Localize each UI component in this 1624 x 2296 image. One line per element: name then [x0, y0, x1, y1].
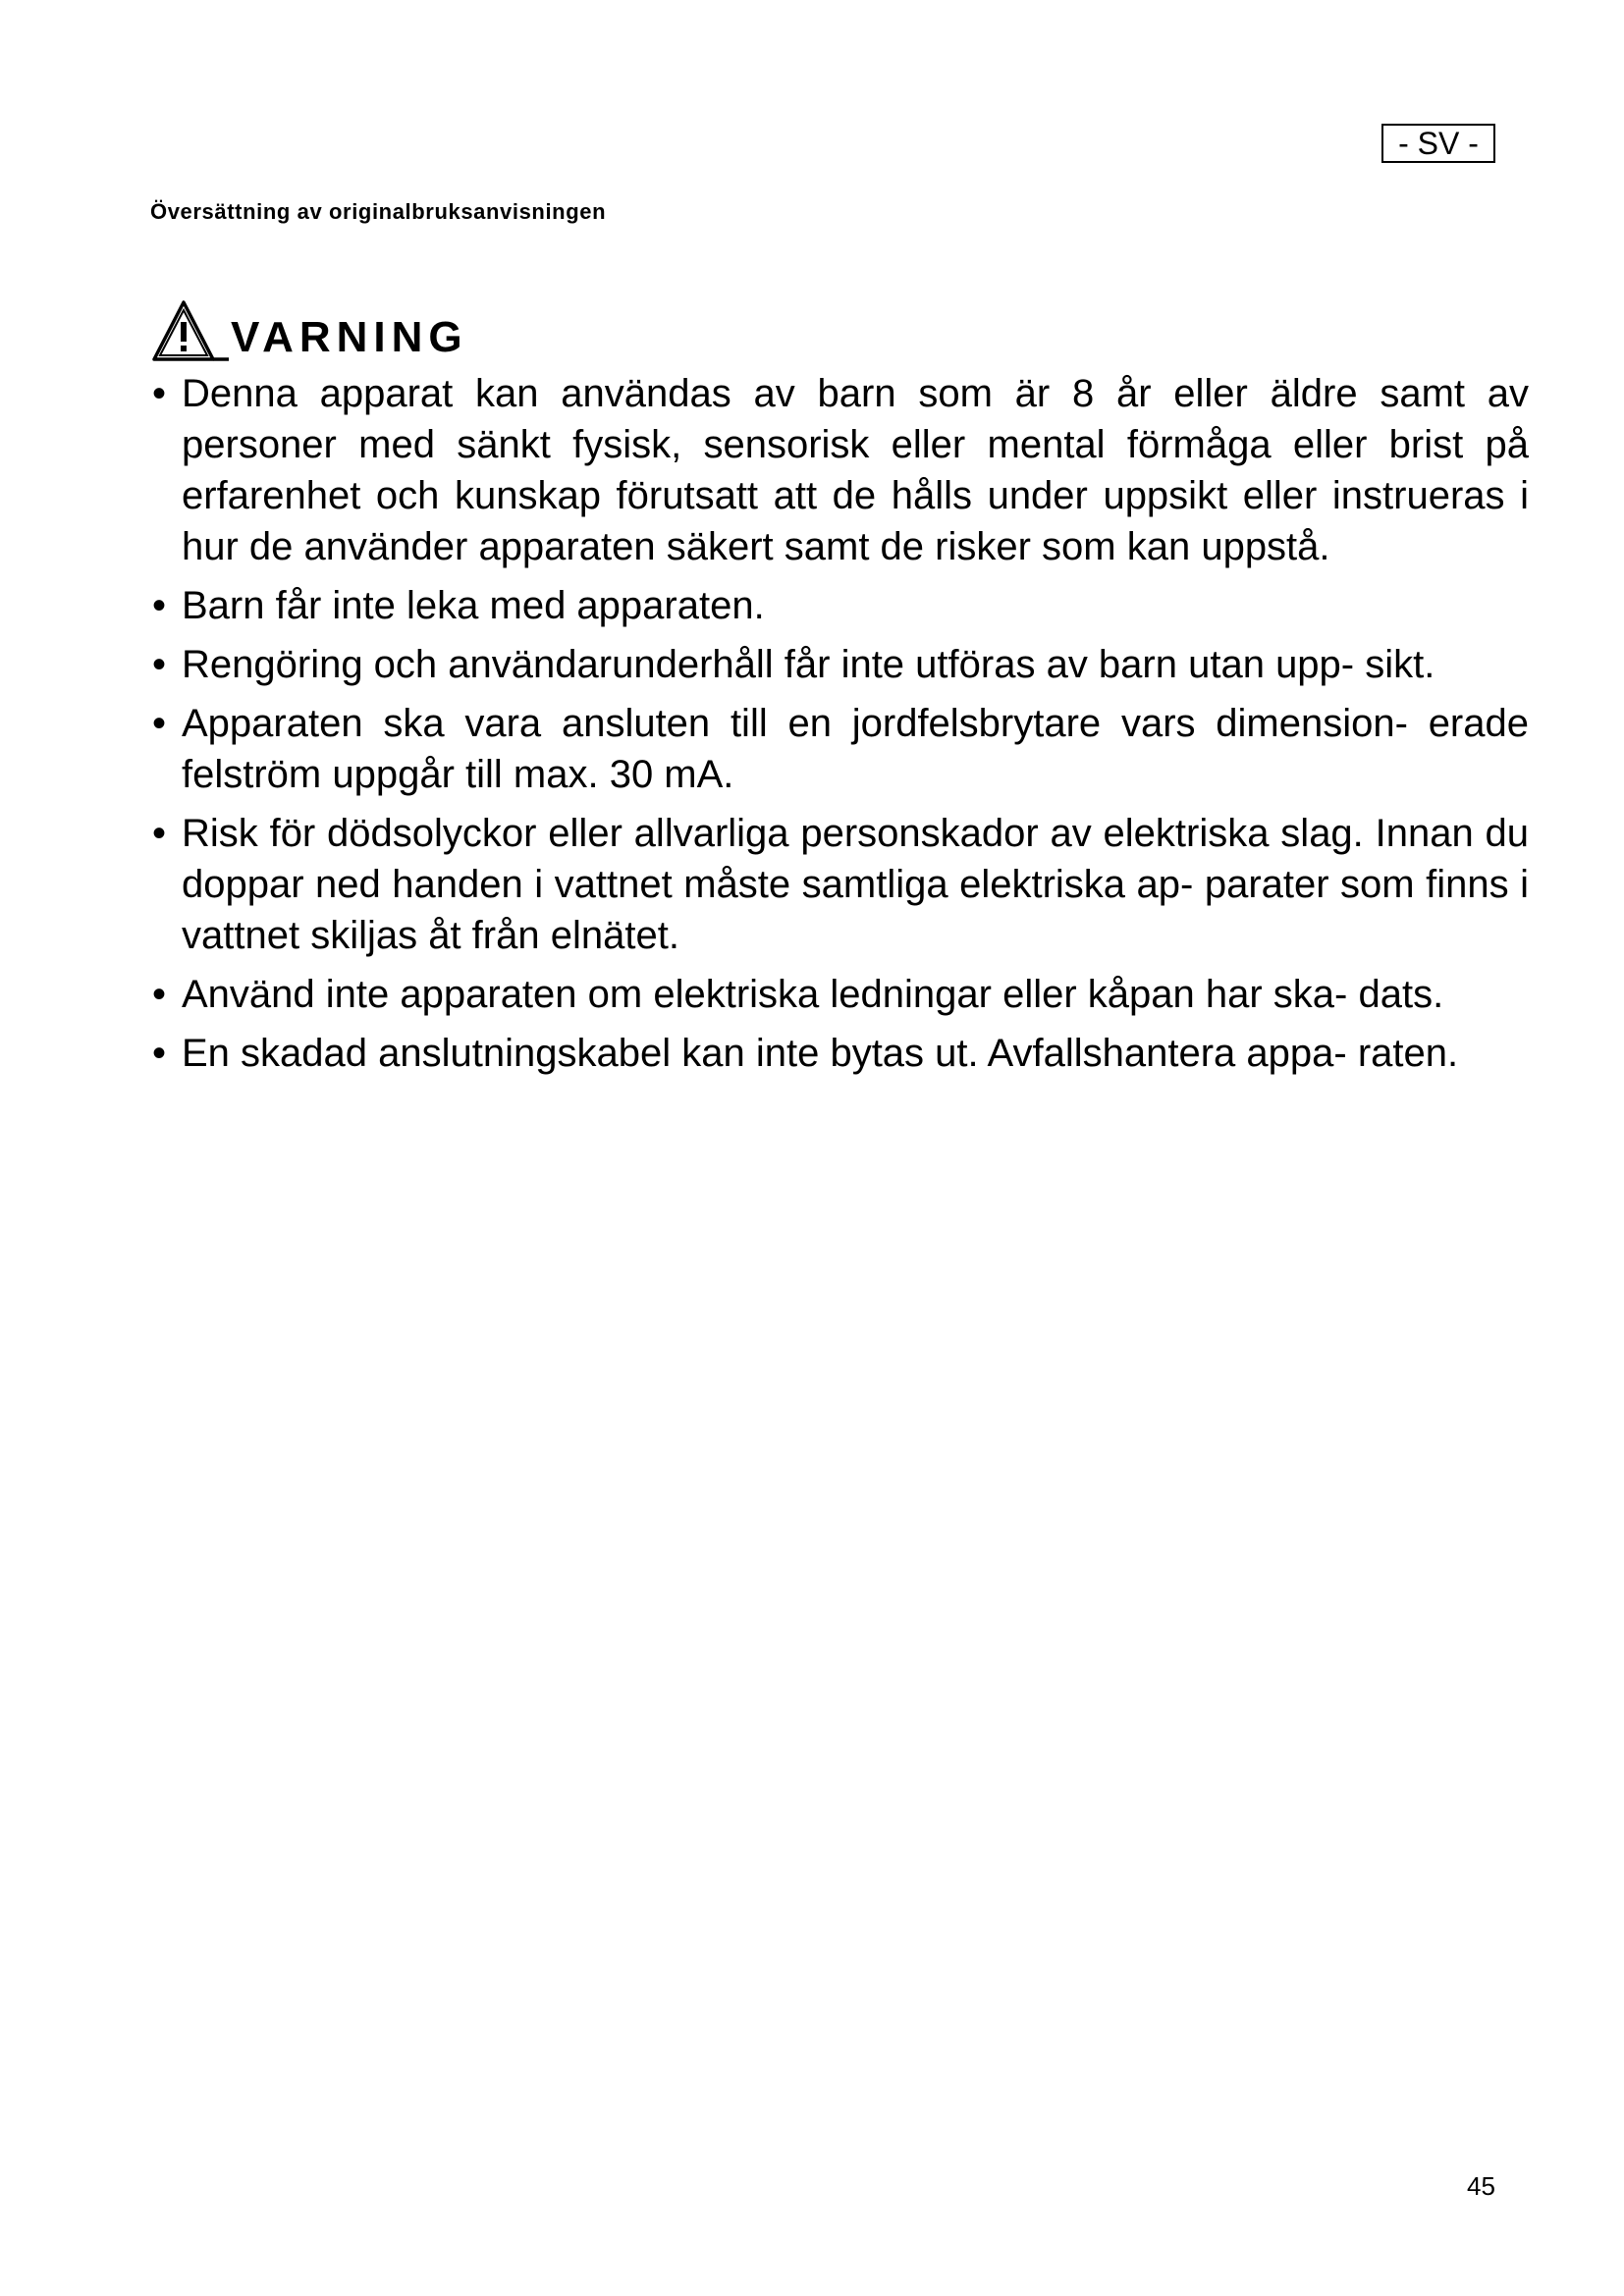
document-subtitle: Översättning av originalbruksanvisningen — [150, 199, 607, 224]
bullet-icon: • — [152, 584, 167, 627]
language-badge: - SV - — [1381, 124, 1495, 163]
bullet-icon: • — [152, 643, 167, 686]
warning-list — [150, 368, 1529, 1087]
warning-title: VARNING — [231, 313, 468, 361]
warning-item: • Rengöring och användarunderhåll får inte utföras av barn utan upp- sikt. — [150, 639, 1529, 690]
warning-item: • Barn får inte leka med apparaten. — [150, 580, 1529, 631]
warning-item: • Apparaten ska vara ansluten till en jordfelsbrytare vars dimension- erade felström uppgår till max. 30 mA. — [150, 698, 1529, 800]
warning-item: • En skadad anslutningskabel kan inte bytas ut. Avfallshantera appa- raten. — [150, 1028, 1529, 1079]
bullet-icon: • — [152, 372, 167, 415]
warning-item: • Risk för dödsolyckor eller allvarliga personskador av elektriska slag. Innan du doppar ned handen i vattnet måste samtliga elektriska ap- parater som finns i vattnet skiljas åt från elnätet. — [150, 808, 1529, 961]
warning-header — [150, 294, 468, 363]
bullet-icon: • — [152, 973, 167, 1016]
warning-item: • Denna apparat kan användas av barn som är 8 år eller äldre samt av personer med sänkt fysisk, sensorisk eller mental förmåga eller brist på erfarenhet och kunskap förutsatt att de hålls under uppsikt eller instrueras i hur de använder apparaten säkert samt de risker som kan uppstå. — [150, 368, 1529, 572]
bullet-icon: • — [152, 1032, 167, 1075]
warning-triangle-icon — [150, 298, 231, 363]
warning-item: • Använd inte apparaten om elektriska ledningar eller kåpan har ska- dats. — [150, 969, 1529, 1020]
page-number: 45 — [1467, 2171, 1495, 2201]
bullet-icon: • — [152, 812, 167, 855]
bullet-icon: • — [152, 702, 167, 745]
